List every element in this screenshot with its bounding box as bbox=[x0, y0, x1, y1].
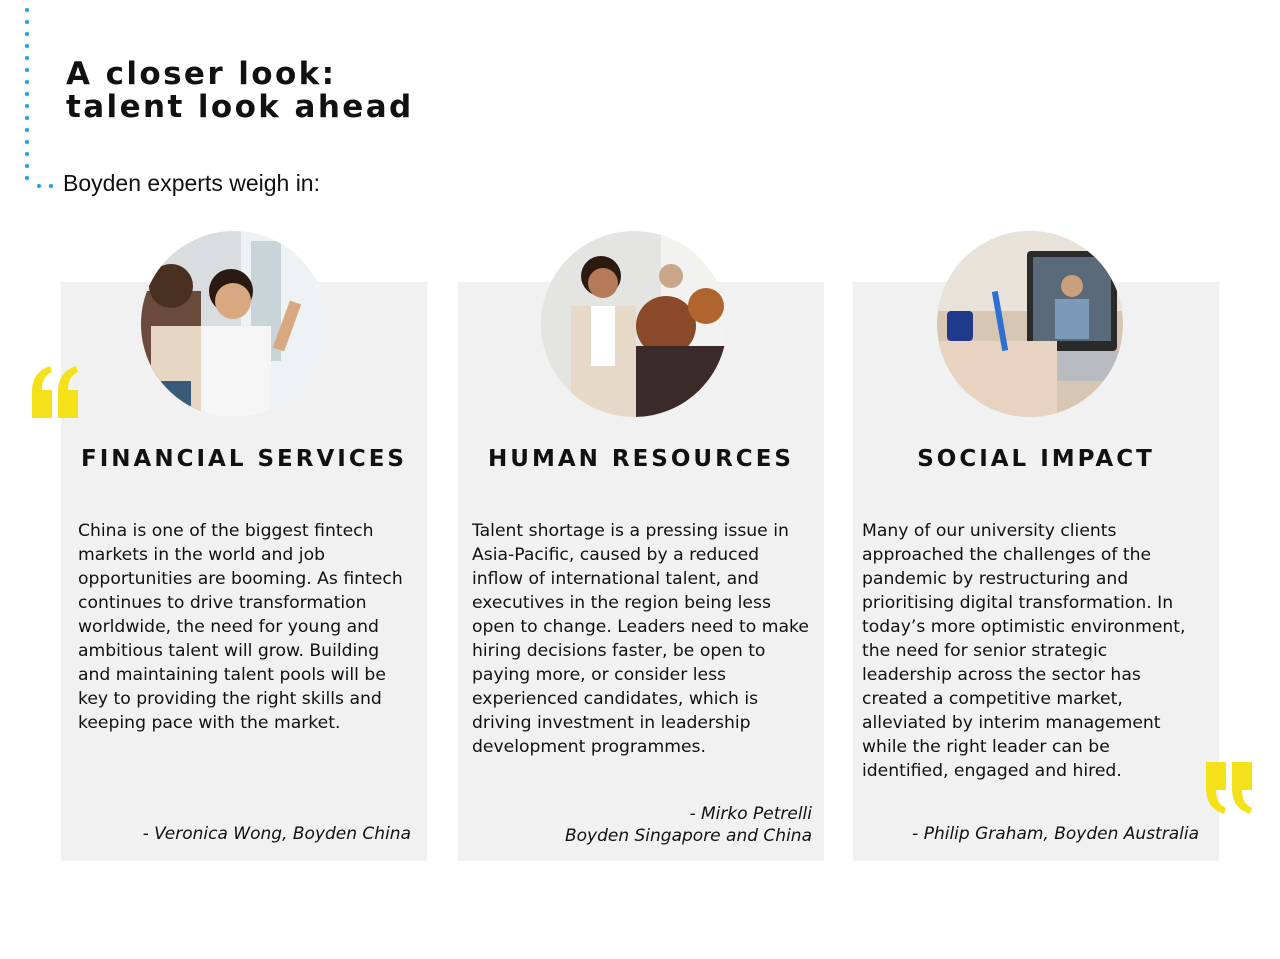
dot bbox=[49, 184, 53, 188]
dot bbox=[25, 128, 29, 132]
dot bbox=[25, 152, 29, 156]
body-line: and maintaining talent pools will be bbox=[78, 665, 386, 685]
attribution-line: - Mirko Petrelli bbox=[689, 804, 812, 824]
body-line: identified, engaged and hired. bbox=[862, 761, 1122, 781]
dot bbox=[25, 8, 29, 12]
card-heading-financial-services: FINANCIAL SERVICES bbox=[81, 446, 407, 472]
body-line: Talent shortage is a pressing issue in bbox=[472, 521, 789, 541]
dot bbox=[25, 32, 29, 36]
body-line: executives in the region being less bbox=[472, 593, 771, 613]
dot bbox=[25, 92, 29, 96]
attribution-philip-graham bbox=[853, 823, 1199, 845]
body-line: opportunities are booming. As fintech bbox=[78, 569, 403, 589]
page-title-line-2: talent look ahead bbox=[66, 89, 414, 125]
body-line: keeping pace with the market. bbox=[78, 713, 341, 733]
dot bbox=[25, 68, 29, 72]
body-line: Asia-Pacific, caused by a reduced bbox=[472, 545, 760, 565]
body-line: Many of our university clients bbox=[862, 521, 1117, 541]
page-title bbox=[66, 58, 414, 124]
body-line: hiring decisions faster, be open to bbox=[472, 641, 766, 661]
card-heading-human-resources: HUMAN RESOURCES bbox=[488, 446, 794, 472]
dot bbox=[25, 80, 29, 84]
dot bbox=[25, 164, 29, 168]
body-line: driving investment in leadership bbox=[472, 713, 751, 733]
body-line: continues to drive transformation bbox=[78, 593, 367, 613]
close-quote-icon bbox=[1204, 762, 1254, 814]
card-body-financial-services bbox=[78, 519, 418, 735]
photo-team-meeting bbox=[141, 231, 327, 417]
dot bbox=[25, 176, 29, 180]
dot bbox=[25, 104, 29, 108]
body-line: worldwide, the need for young and bbox=[78, 617, 379, 637]
dot bbox=[25, 44, 29, 48]
body-line: today’s more optimistic environment, bbox=[862, 617, 1186, 637]
card-heading-social-impact: SOCIAL IMPACT bbox=[917, 446, 1155, 472]
body-line: pandemic by restructuring and bbox=[862, 569, 1129, 589]
attribution-line: - Veronica Wong, Boyden China bbox=[142, 824, 411, 844]
body-line: the need for senior strategic bbox=[862, 641, 1108, 661]
body-line: created a competitive market, bbox=[862, 689, 1123, 709]
body-line: paying more, or consider less bbox=[472, 665, 727, 685]
body-line: inflow of international talent, and bbox=[472, 569, 759, 589]
attribution-line: Boyden Singapore and China bbox=[564, 826, 812, 846]
dot bbox=[25, 140, 29, 144]
body-line: while the right leader can be bbox=[862, 737, 1110, 757]
body-line: open to change. Leaders need to make bbox=[472, 617, 809, 637]
body-line: markets in the world and job bbox=[78, 545, 326, 565]
dot bbox=[25, 56, 29, 60]
page-title-line-1: A closer look: bbox=[66, 56, 337, 92]
card-body-human-resources bbox=[472, 519, 817, 759]
attribution-line: - Philip Graham, Boyden Australia bbox=[912, 824, 1199, 844]
body-line: experienced candidates, which is bbox=[472, 689, 759, 709]
dot bbox=[25, 20, 29, 24]
body-line: alleviated by interim management bbox=[862, 713, 1161, 733]
attribution-veronica-wong bbox=[61, 823, 411, 845]
page-subtitle: Boyden experts weigh in: bbox=[63, 170, 320, 196]
dotted-line-decoration bbox=[25, 8, 31, 188]
photo-video-call bbox=[937, 231, 1123, 417]
attribution-mirko-petrelli bbox=[458, 803, 812, 847]
body-line: ambitious talent will grow. Building bbox=[78, 641, 380, 661]
body-line: China is one of the biggest fintech bbox=[78, 521, 374, 541]
body-line: approached the challenges of the bbox=[862, 545, 1152, 565]
card-body-social-impact bbox=[862, 519, 1207, 783]
body-line: leadership across the sector has bbox=[862, 665, 1141, 685]
body-line: key to providing the right skills and bbox=[78, 689, 382, 709]
body-line: development programmes. bbox=[472, 737, 706, 757]
dotted-line-corner-decoration bbox=[25, 184, 55, 190]
photo-presenter-woman bbox=[541, 231, 727, 417]
dot bbox=[37, 184, 41, 188]
body-line: prioritising digital transformation. In bbox=[862, 593, 1174, 613]
open-quote-icon bbox=[30, 366, 80, 418]
dot bbox=[25, 116, 29, 120]
